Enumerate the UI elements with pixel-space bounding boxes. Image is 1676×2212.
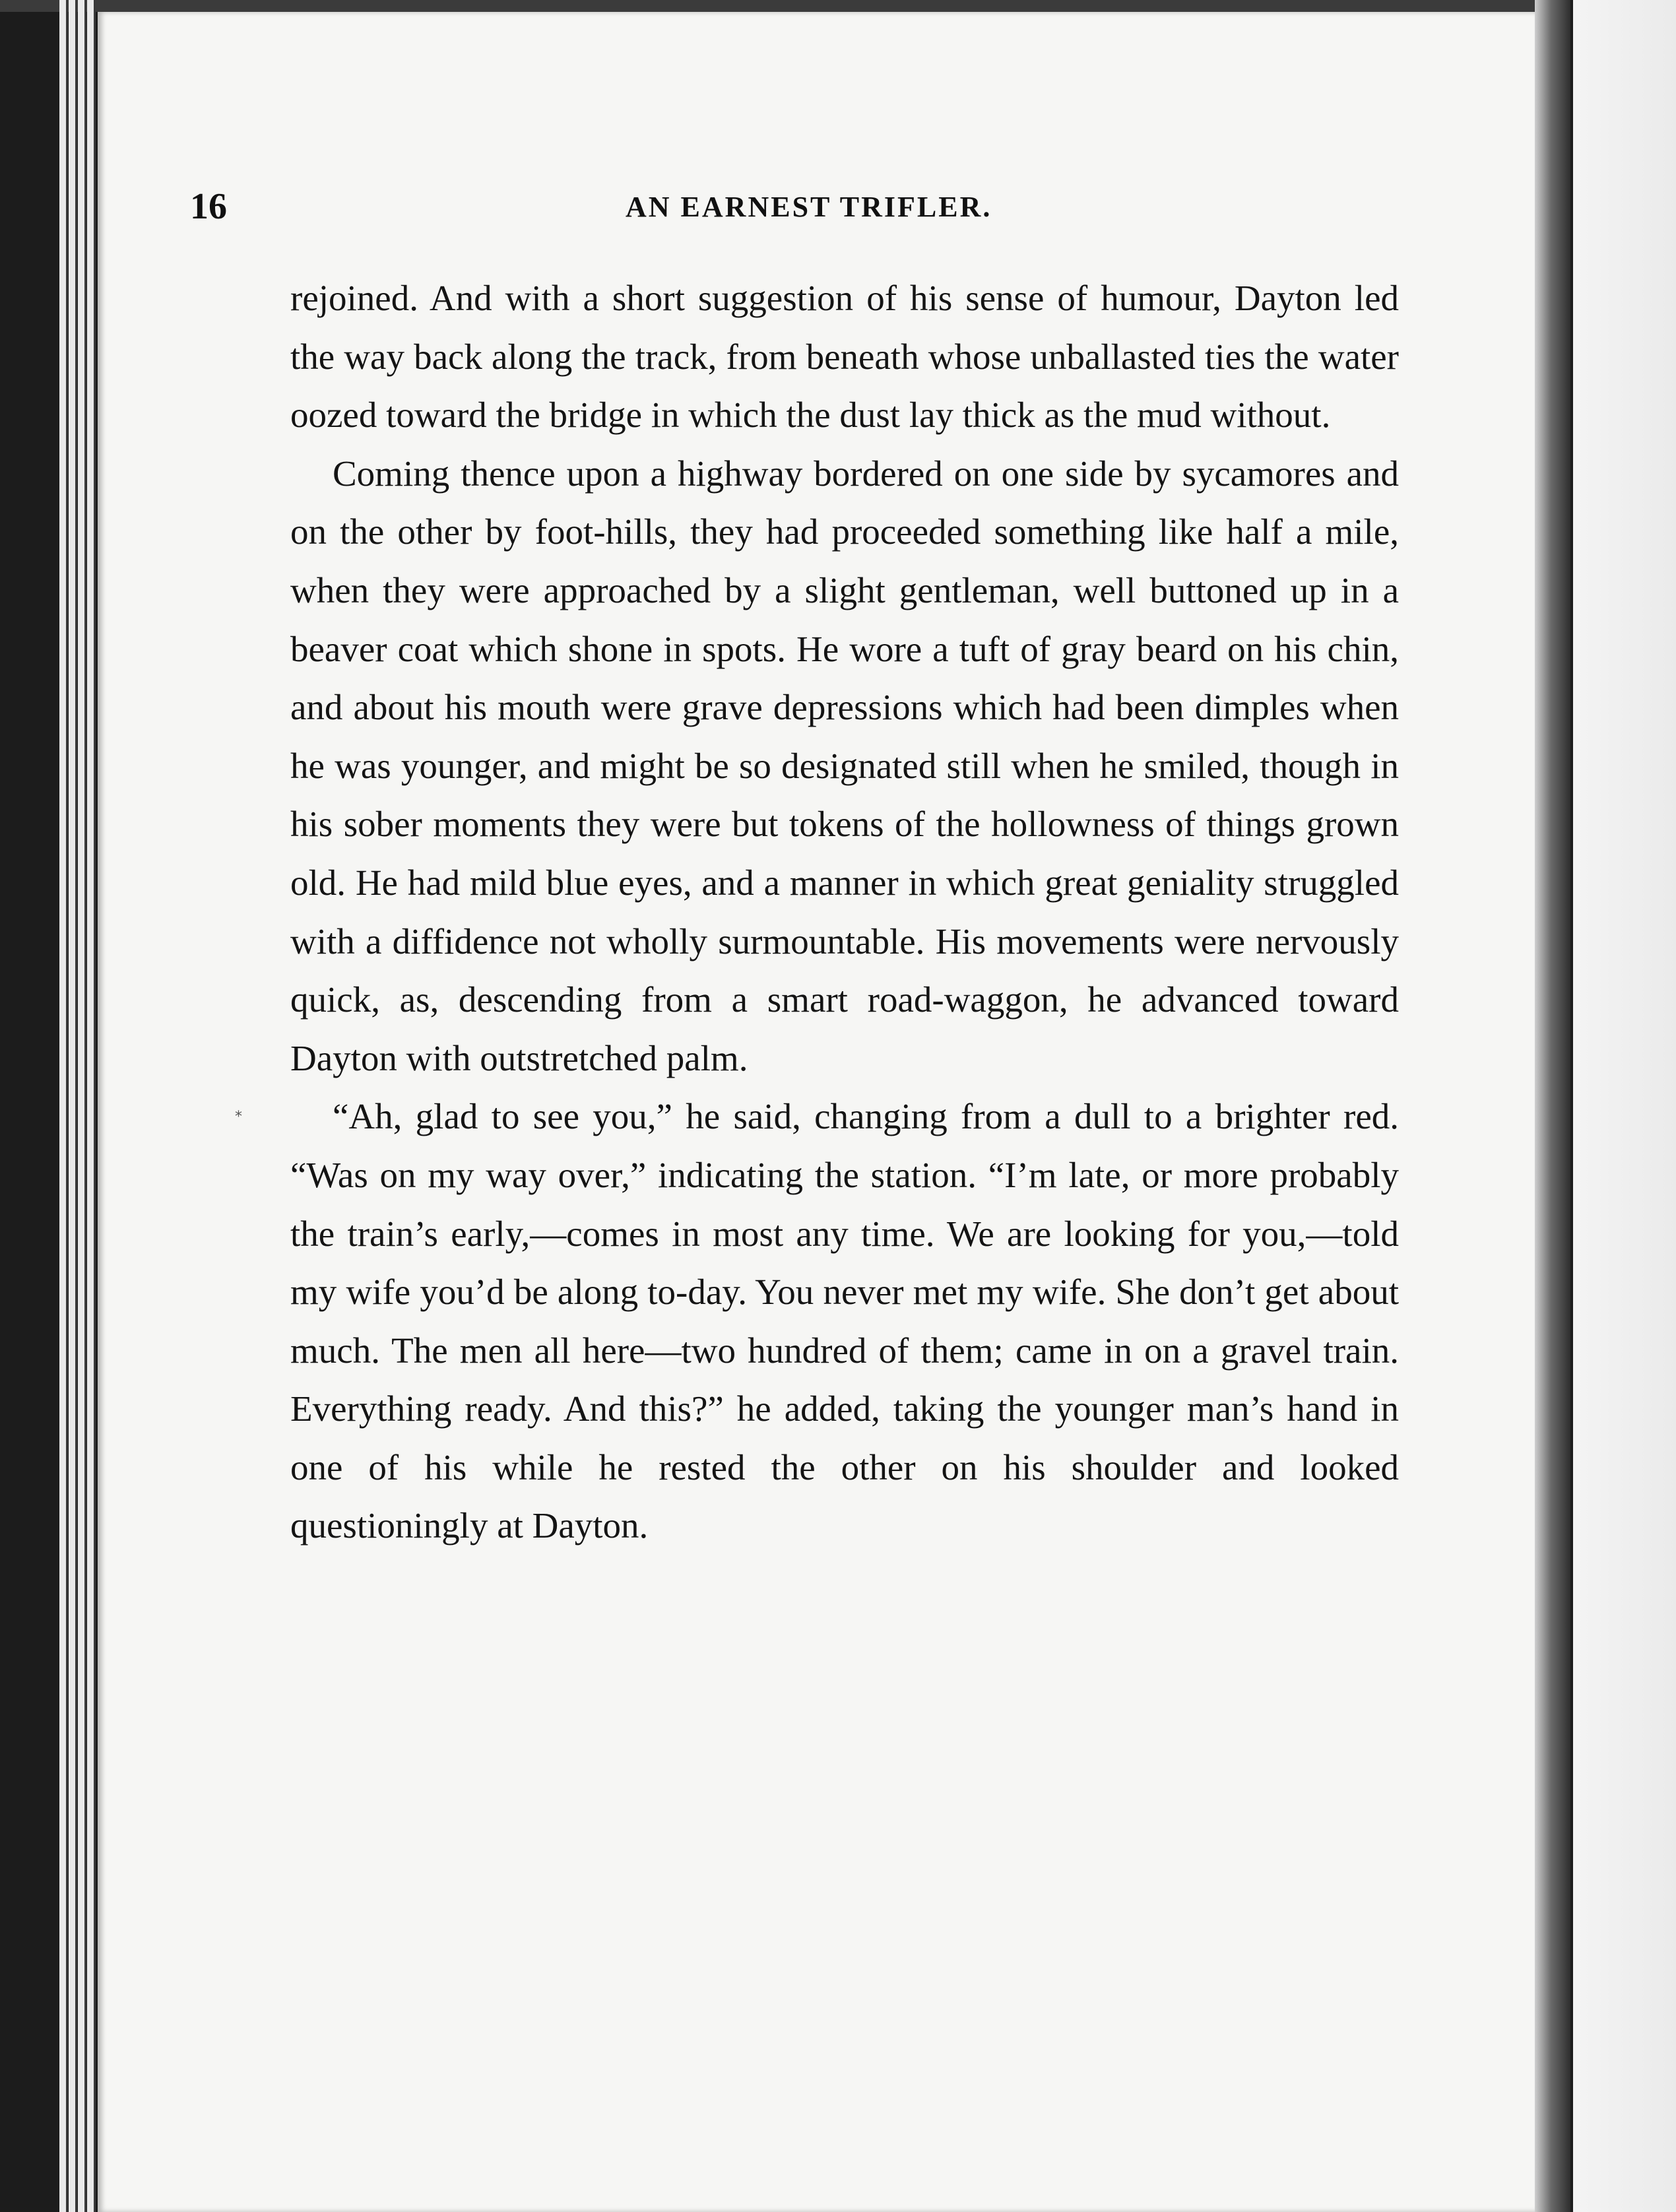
facing-page-edge [1570,0,1676,2212]
paragraph: Coming thence upon a highway bordered on one side by sycamores and on the other by foot-hills, they had proceeded something like half a mile, when they were approached by a slight gentleman, well buttoned up in a beaver coat which shone in spots. He wore a tuft of gray beard on his chin, and about his mouth were grave depressions which had been dimples when he was younger, and might be so designated still when he smiled, though in his sober moments they were but tokens of the hollowness of things grown old. He had mild blue eyes, and a manner in which great geniality struggled with a diffidence not wholly surmountable. His movements were nervously quick, as, descending from a smart road-waggon, he advanced toward Dayton with outstretched palm. [290,453,1399,1078]
page-edge [59,0,68,2212]
running-title: AN EARNEST TRIFLER. [626,191,992,223]
page-edge [78,0,86,2212]
paragraph: “Ah, glad to see you,” he said, changing from a dull to a brighter red. “Was on my way over,” indicating the station. “I’m late, or more probably the train’s early,—comes in most any time. We are looking for you,—told my wife you’d be along to-day. You never met my wife. She don’t get about much. The men all here—two hundred of them; came in on a gravel train. Everything ready. And this?” he added, taking the younger man’s hand in one of his while he rested the other on his shoulder and looked questioningly at Dayton. [290,1096,1399,1546]
page-edge [87,0,96,2212]
body-text [290,269,1399,1555]
paragraph: rejoined. And with a short suggestion of his sense of humour, Dayton led the way back along the track, from beneath whose unballasted ties the water oozed toward the bridge in which the dust lay thick as the mud without. [290,278,1399,436]
page-header [190,177,1081,236]
scan-top-border [0,0,1676,12]
margin-mark: * [235,1109,242,1125]
book-gutter [1535,0,1570,2212]
page-edge [69,0,77,2212]
page-number: 16 [190,186,227,227]
